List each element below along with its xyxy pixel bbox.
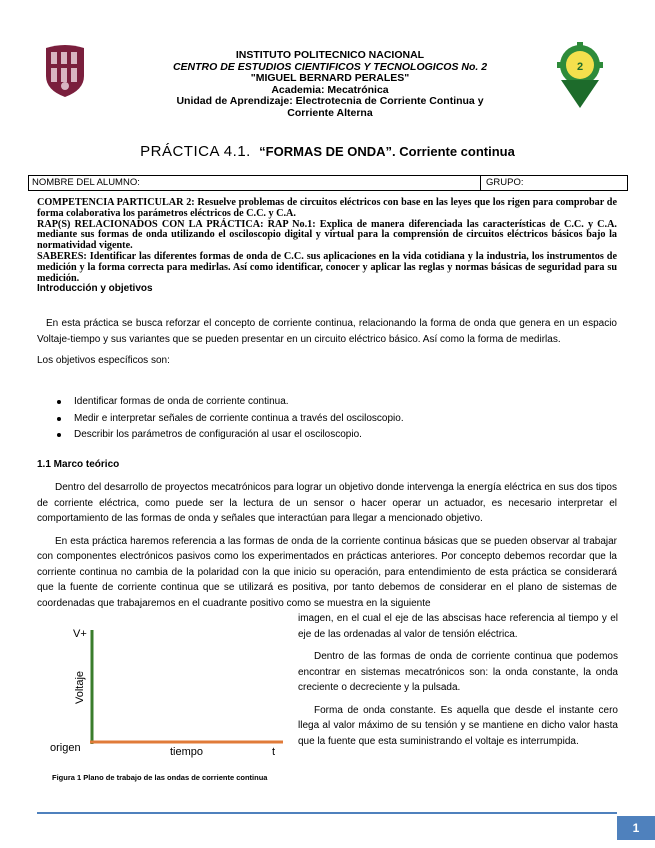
marco-paragraph-2: En esta práctica haremos referencia a las formas de onda de la corriente continua básicas que se pueden observar al trabajar con componentes electrónicos pasivos como los experimentados en prácticas anteriores. Por concepto debemos recordar que la corriente continua no cambia de la polaridad con la que inicio su operación, para entendimiento de esta práctica se considerará que la fuente de corriente continua que se utilizará es positiva, por tanto debemos de considerar en el plano de sistemas de coordenadas que trabajaremos en el cuadrante positivo como se muestra en la siguiente (37, 535, 617, 609)
svg-text:2: 2 (576, 61, 584, 73)
vplus-label: V+ (73, 628, 87, 640)
header-line-6: Corriente Alterna (287, 106, 373, 119)
cecyt-logo (553, 40, 607, 110)
marco-paragraph-3: Dentro de las formas de onda de corriente continua que podemos encontrar en sistemas mecatrónicos son: la onda constante, la onda creciente o decreciente y la pulsada. (298, 651, 618, 693)
marco-paragraph-2-continued: imagen, en el cual el eje de las abscisas hace referencia al tiempo y el eje de las ordenadas al valor de tensión eléctrica. (298, 613, 618, 640)
field-divider (480, 176, 481, 190)
practice-number: PRÁCTICA 4.1. (140, 143, 251, 160)
header-line-2: CENTRO DE ESTUDIOS CIENTIFICOS Y TECNOLOGICOS No. 2 (172, 60, 488, 73)
objectives-lead: Los objetivos específicos son: (37, 355, 170, 366)
competencies-block (37, 198, 617, 295)
competencia-text: Resuelve problemas de circuitos eléctricos con base en las leyes que los rigen para comprobar de forma colaborativa los parámetros eléctricos de C.C. y C.A. (37, 197, 617, 219)
practice-name: “FORMAS DE ONDA”. Corriente continua (259, 144, 515, 159)
list-item: Medir e interpretar señales de corriente continua a través del osciloscopio. (55, 411, 404, 428)
intro-block (37, 316, 617, 369)
ipn-logo (42, 42, 88, 98)
footer-rule (37, 812, 617, 814)
practice-title (0, 143, 655, 160)
header-line-1: INSTITUTO POLITECNICO NACIONAL (235, 49, 425, 61)
figure-caption: Figura 1 Plano de trabajo de las ondas de corriente continua (52, 773, 268, 782)
page-number: 1 (617, 816, 655, 840)
header-line-3: "MIGUEL BERNARD PERALES" (250, 72, 410, 85)
tiempo-label: tiempo (170, 746, 204, 758)
coordinate-plane-figure (45, 622, 290, 772)
header-line-5: Unidad de Aprendizaje: Electrotecnia de Corriente Continua y (176, 95, 484, 108)
saberes-text: Identificar las diferentes formas de onda de C.C. sus aplicaciones en la vida cotidiana y la industria, los instrumentos de medición y la forma correcta para medirlas. Así como identificar, conocer y aplicar las reglas y normas básicas de seguridad para su medición. (37, 250, 617, 284)
rap-label: RAP(S) RELACIONADOS CON LA PRÁCTICA: (37, 218, 264, 230)
marco-block (37, 480, 617, 611)
intro-paragraph: En esta práctica se busca reforzar el concepto de corriente continua, relacionando la forma de onda que genera en un espacio Voltaje-tiempo y sus variantes que se pueden presentar en un circuito eléctrico básico. Así como la forma de medirlas. (37, 318, 617, 345)
marco-paragraph-1: Dentro del desarrollo de proyectos mecatrónicos para lograr un objetivo donde intervenga la energía eléctrica en sus dos tipos de corriente eléctrica, como puede ser la lectura de un sensor o hacer operar un actuador, es necesario interpretar el comportamiento de las formas de onda y señales que interactúan para llegar a mencionado objetivo. (37, 482, 617, 524)
marco-paragraph-4: Forma de onda constante. Es aquella que desde el instante cero llega al valor máximo de su tensión y se mantiene en dicho valor hasta que la fuente que esta suministrando el voltaje es interrumpida. (298, 704, 618, 747)
saberes-paragraph (37, 252, 617, 284)
rap-paragraph (37, 220, 617, 252)
group-label: GRUPO: (486, 177, 524, 188)
competencia-paragraph (37, 198, 617, 220)
rap-text: RAP No.1: Explica de manera diferenciada las características de C.C. y C.A. mediante sus formas de onda utilizando el osciloscopio digital y virtual para la comprensión de circuitos eléctricos básicos bajo la normatividad vigente. (37, 218, 617, 252)
student-info-box (28, 175, 628, 191)
institution-header (140, 50, 520, 120)
origin-label: origen (50, 742, 81, 754)
saberes-label: SABERES: (37, 250, 87, 262)
marco-heading: 1.1 Marco teórico (37, 459, 120, 470)
objectives-list (55, 394, 404, 444)
right-column (298, 611, 618, 749)
header-line-4: Academia: Mecatrónica (271, 83, 389, 96)
voltaje-label: Voltaje (74, 670, 86, 704)
intro-heading: Introducción y objetivos (37, 283, 153, 295)
list-item: Describir los parámetros de configuración al usar el osciloscopio. (55, 427, 404, 444)
list-item: Identificar formas de onda de corriente continua. (55, 394, 404, 411)
competencia-label: COMPETENCIA PARTICULAR 2: (37, 197, 195, 208)
student-name-label: NOMBRE DEL ALUMNO: (32, 177, 140, 188)
t-label: t (272, 746, 276, 758)
